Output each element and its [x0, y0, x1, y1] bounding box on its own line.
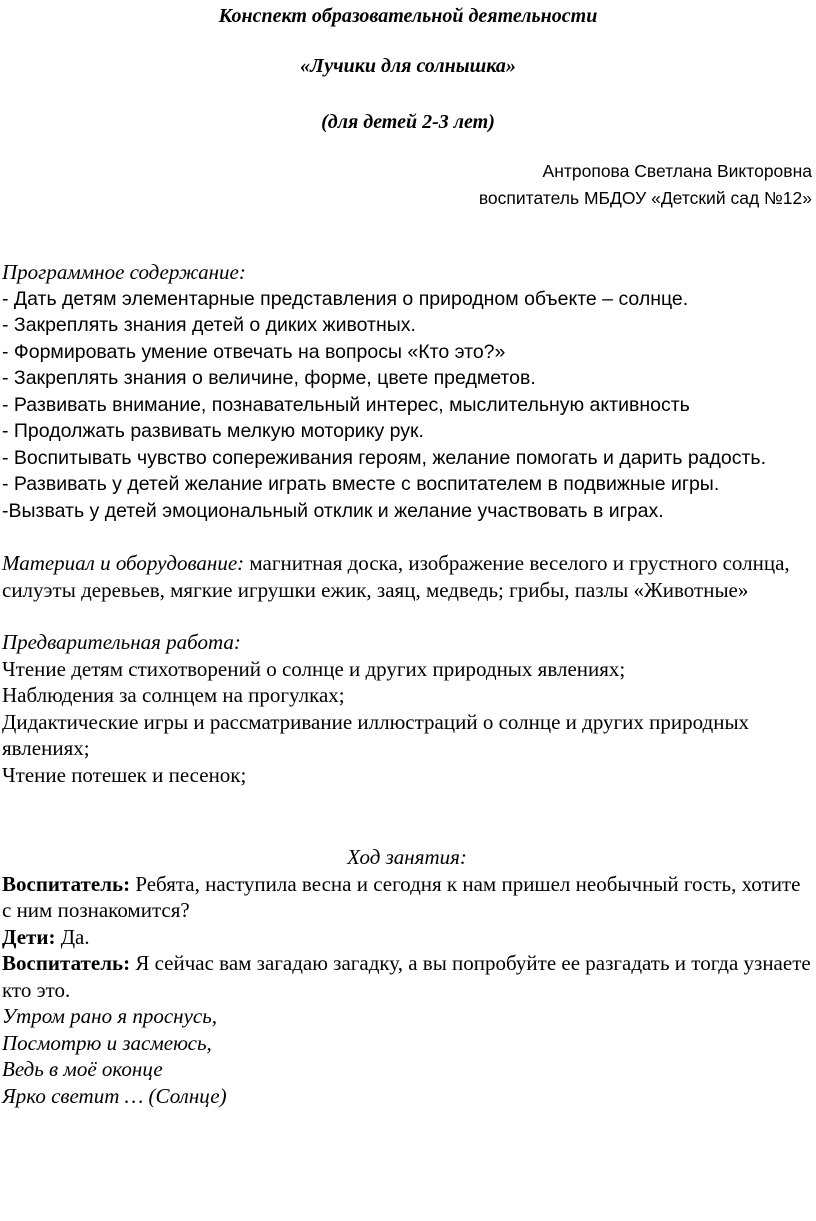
- list-item: - Развивать у детей желание играть вместе с воспитателем в подвижные игры.: [2, 473, 720, 495]
- materials-section: [2, 550, 812, 603]
- spacer: [2, 603, 812, 629]
- dialogue-line: [2, 871, 812, 924]
- document-body: [2, 259, 812, 1109]
- list-item: - Дать детям элементарные представления о природном объекте – солнце.: [2, 287, 689, 310]
- dialogue-text: Да.: [55, 924, 90, 949]
- materials-text: магнитная доска, изображение веселого и грустного солнца, силуэты деревьев, мягкие игрушки ежик, заяц, медведь; грибы, пазлы «Животные»: [2, 551, 790, 602]
- program-section: [2, 259, 812, 524]
- list-item: - Закреплять знания о величине, форме, цвете предметов.: [2, 367, 536, 389]
- spacer: [2, 788, 812, 844]
- dialogue-line: [2, 924, 812, 951]
- program-heading: Программное содержание:: [2, 260, 246, 284]
- speaker-label: Воспитатель:: [2, 951, 131, 975]
- list-item: Чтение детям стихотворений о солнце и других природных явлениях;: [2, 656, 626, 681]
- dialogue-text: Я сейчас вам загадаю загадку, а вы попробуйте ее разгадать и тогда узнаете кто это.: [2, 951, 811, 1002]
- list-item: - Формировать умение отвечать на вопросы «Кто это?»: [2, 340, 506, 363]
- dialogue-text: Ребята, наступила весна и сегодня к нам пришел необычный гость, хотите с ним познакомится?: [2, 871, 801, 922]
- preliminary-section: [2, 629, 812, 788]
- list-item: - Продолжать развивать мелкую моторику рук.: [2, 420, 424, 442]
- list-item: Чтение потешек и песенок;: [2, 762, 247, 787]
- list-item: Наблюдения за солнцем на прогулках;: [2, 683, 345, 707]
- author-block: [479, 158, 812, 212]
- list-item: -Вызвать у детей эмоциональный отклик и желание участвовать в играх.: [2, 499, 664, 522]
- riddle-line: Ведь в моё оконце: [2, 1057, 163, 1081]
- speaker-label: Дети:: [2, 924, 56, 949]
- lesson-title: «Лучики для солнышка»: [300, 55, 516, 77]
- preliminary-heading: Предварительная работа:: [2, 630, 241, 654]
- spacer: [2, 524, 812, 550]
- document-title: Конспект образовательной деятельности: [218, 5, 598, 27]
- lesson-section: [2, 844, 812, 1109]
- list-item: - Развивать внимание, познавательный интерес, мыслительную активность: [2, 393, 690, 416]
- program-list: [2, 286, 812, 525]
- author-name: Антропова Светлана Викторовна: [542, 161, 812, 181]
- dialogue-line: [2, 950, 812, 1003]
- riddle-line: Посмотрю и засмеюсь,: [2, 1030, 212, 1055]
- list-item: - Закреплять знания детей о диких животных.: [2, 314, 416, 336]
- author-position: воспитатель МБДОУ «Детский сад №12»: [478, 188, 812, 208]
- age-group: (для детей 2-3 лет): [321, 111, 495, 133]
- speaker-label: Воспитатель:: [2, 871, 131, 896]
- list-item: Дидактические игры и рассматривание иллюстраций о солнце и других природных явлениях;: [2, 709, 750, 760]
- riddle-line: Ярко светит … (Солнце): [2, 1083, 227, 1108]
- materials-heading: Материал и оборудование:: [2, 551, 245, 575]
- list-item: - Воспитывать чувство сопереживания героям, желание помогать и дарить радость.: [2, 446, 766, 469]
- lesson-heading: Ход занятия:: [347, 845, 467, 869]
- riddle-line: Утром рано я проснусь,: [2, 1004, 218, 1028]
- materials-paragraph: [2, 550, 812, 603]
